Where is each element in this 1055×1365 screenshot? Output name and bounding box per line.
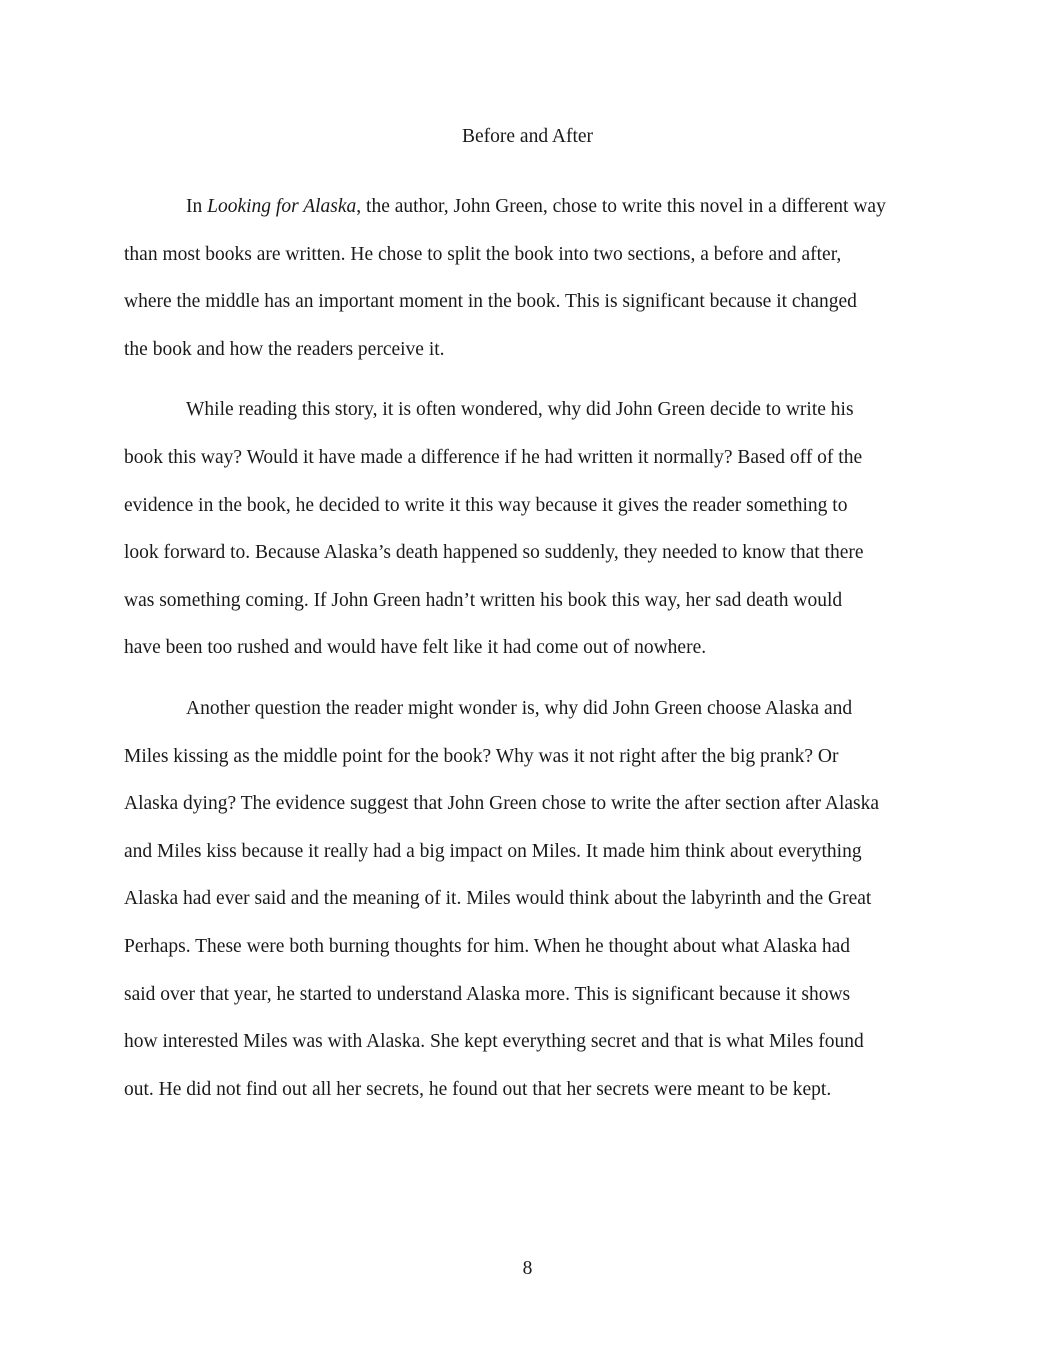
document-body bbox=[124, 183, 936, 1126]
paragraph-line: While reading this story, it is often wondered, why did John Green decide to write his bbox=[186, 399, 854, 421]
line-text: , the author, John Green, chose to write this novel in a different way bbox=[356, 196, 886, 217]
paragraph-line: where the middle has an important moment in the book. This is significant because it changed bbox=[124, 291, 857, 313]
paragraph-line: look forward to. Because Alaska’s death happened so suddenly, they needed to know that there bbox=[124, 542, 864, 564]
line-text: In bbox=[186, 196, 208, 217]
paragraph-line: Perhaps. These were both burning thoughts for him. When he thought about what Alaska had bbox=[124, 935, 851, 957]
paragraph-line: Another question the reader might wonder is, why did John Green choose Alaska and bbox=[186, 697, 853, 719]
document-title: Before and After bbox=[461, 126, 594, 147]
paragraph-line: and Miles kiss because it really had a big impact on Miles. It made him think about everything bbox=[124, 840, 862, 862]
book-title-italic: Looking for Alaska bbox=[207, 196, 357, 217]
paragraph-line: than most books are written. He chose to split the book into two sections, a before and after, bbox=[124, 243, 842, 265]
paragraph-line: was something coming. If John Green hadn’t written his book this way, her sad death would bbox=[124, 589, 843, 611]
paragraph-1 bbox=[124, 183, 936, 373]
paragraph-line: out. He did not find out all her secrets, he found out that her secrets were meant to be kept. bbox=[124, 1078, 832, 1100]
paragraph-line bbox=[124, 183, 936, 231]
paragraph-line: book this way? Would it have made a difference if he had written it normally? Based off of the bbox=[124, 446, 863, 468]
paragraph-line: the book and how the readers perceive it. bbox=[124, 338, 445, 360]
paragraph-line: evidence in the book, he decided to write it this way because it gives the reader something to bbox=[124, 494, 848, 516]
paragraph-line: how interested Miles was with Alaska. She kept everything secret and that is what Miles found bbox=[124, 1031, 864, 1053]
paragraph-line: said over that year, he started to understand Alaska more. This is significant because it shows bbox=[124, 983, 851, 1005]
paragraph-3 bbox=[124, 685, 936, 1113]
page-number: 8 bbox=[522, 1258, 533, 1279]
paragraph-2 bbox=[124, 386, 936, 672]
paragraph-line: have been too rushed and would have felt like it had come out of nowhere. bbox=[124, 637, 707, 659]
paragraph-line: Alaska had ever said and the meaning of it. Miles would think about the labyrinth and the Great bbox=[124, 888, 872, 910]
paragraph-line: Miles kissing as the middle point for the book? Why was it not right after the big prank? Or bbox=[124, 745, 839, 767]
paragraph-line: Alaska dying? The evidence suggest that John Green chose to write the after section after Alaska bbox=[124, 793, 880, 815]
